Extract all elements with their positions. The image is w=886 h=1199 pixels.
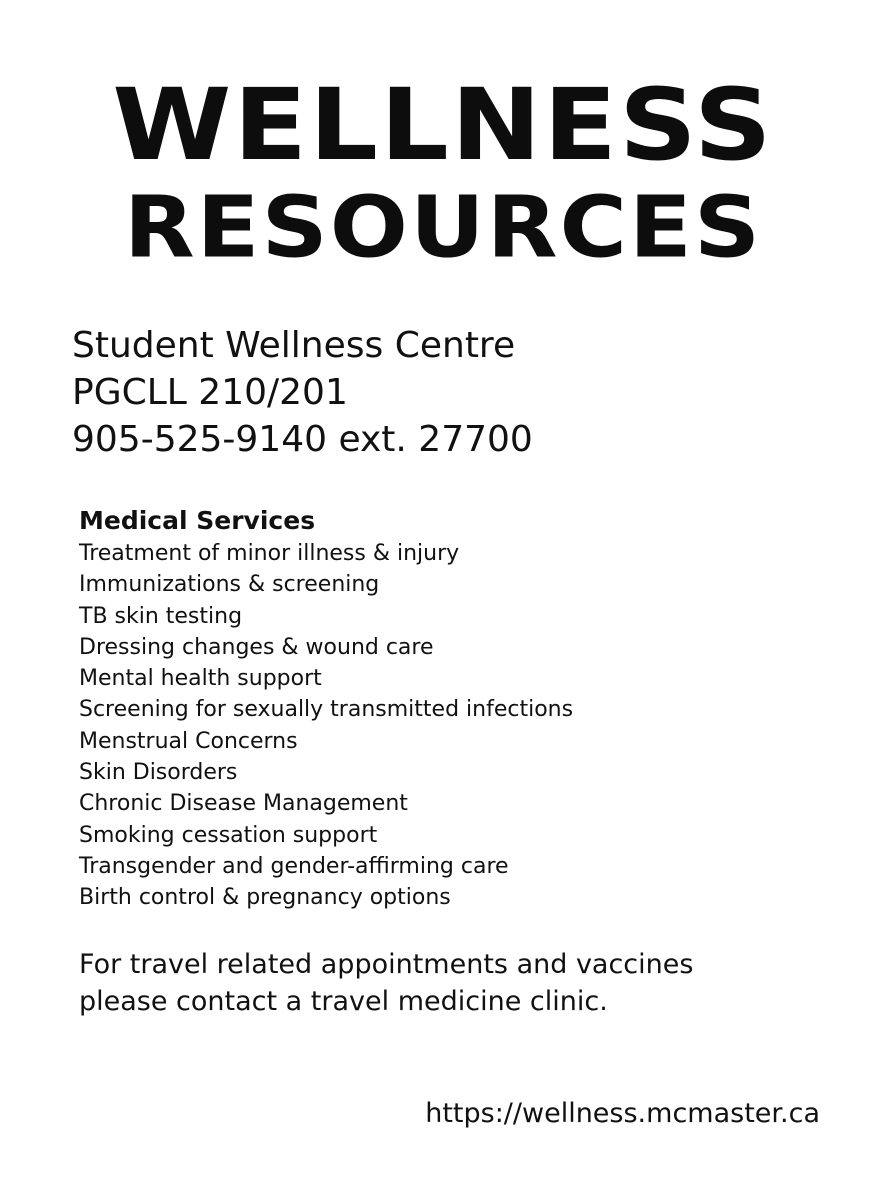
list-item: Chronic Disease Management [79, 791, 408, 817]
medical-services-list [79, 538, 573, 914]
medical-services-section [79, 504, 573, 914]
centre-phone: 905-525-9140 ext. 27700 [72, 419, 533, 460]
website-link[interactable]: https://wellness.mcmaster.ca [425, 1098, 820, 1129]
list-item: Birth control & pregnancy options [79, 885, 451, 911]
centre-location: PGCLL 210/201 [72, 372, 348, 413]
centre-name: Student Wellness Centre [72, 325, 516, 366]
list-item: Dressing changes & wound care [79, 634, 434, 660]
medical-services-heading: Medical Services [79, 506, 316, 535]
page-title-line-1: WELLNESS [112, 68, 774, 184]
travel-note-line-1: For travel related appointments and vaccines [79, 949, 694, 980]
travel-note-line-2: please contact a travel medicine clinic. [79, 986, 608, 1017]
list-item: Mental health support [79, 666, 322, 692]
list-item: Skin Disorders [79, 760, 238, 786]
page-title-line-2: RESOURCES [123, 178, 763, 277]
contact-block [72, 322, 533, 463]
travel-note [79, 946, 693, 1020]
list-item: Treatment of minor illness & injury [79, 541, 460, 566]
list-item: Menstrual Concerns [79, 728, 298, 754]
list-item: Smoking cessation support [79, 822, 378, 848]
list-item: Transgender and gender-affirming care [79, 853, 509, 879]
list-item: Screening for sexually transmitted infections [79, 697, 574, 723]
list-item: TB skin testing [79, 603, 243, 629]
list-item: Immunizations & screening [79, 572, 380, 598]
